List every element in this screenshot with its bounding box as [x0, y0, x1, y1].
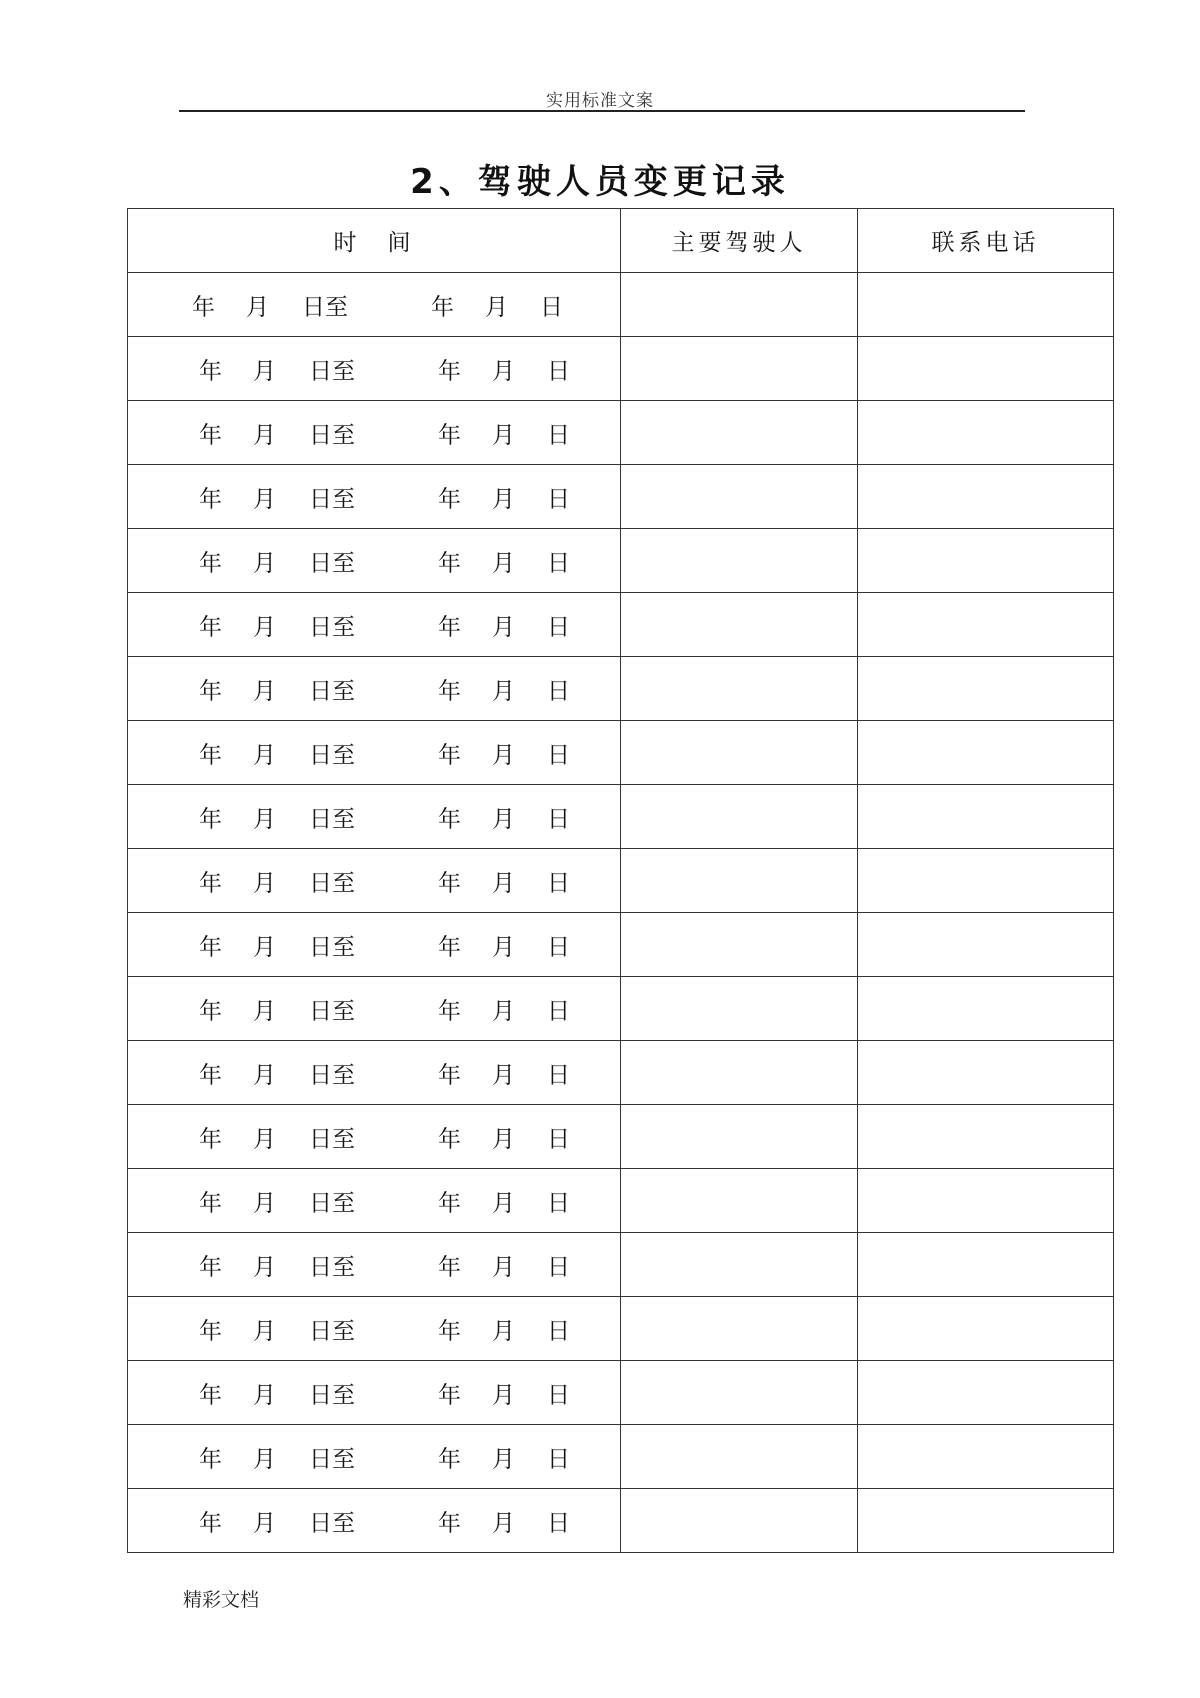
start-year-label: 年 [199, 422, 222, 448]
start-month-label: 月 [253, 998, 276, 1024]
end-year-label: 年 [438, 870, 461, 896]
table-row [128, 657, 1114, 721]
end-day-label: 日 [547, 742, 570, 768]
end-day-label: 日 [547, 934, 570, 960]
end-day-label: 日 [547, 998, 570, 1024]
date-range-cell[interactable] [128, 1297, 621, 1361]
page-footer: 精彩文档 [183, 1589, 260, 1611]
start-year-label: 年 [199, 1510, 222, 1536]
date-range-cell[interactable] [128, 721, 621, 785]
end-year-label: 年 [438, 998, 461, 1024]
end-month-label: 月 [492, 1382, 515, 1408]
start-day-to-label: 日至 [309, 1190, 355, 1216]
driver-cell[interactable] [621, 1361, 858, 1425]
driver-cell[interactable] [621, 1489, 858, 1553]
start-month-label: 月 [253, 1446, 276, 1472]
start-month-label: 月 [253, 1062, 276, 1088]
start-day-to-label: 日至 [309, 934, 355, 960]
date-range-cell[interactable] [128, 273, 621, 337]
end-month-label: 月 [492, 486, 515, 512]
table-row [128, 529, 1114, 593]
end-day-label: 日 [547, 1062, 570, 1088]
table-row [128, 1361, 1114, 1425]
driver-cell[interactable] [621, 465, 858, 529]
date-range-cell[interactable] [128, 529, 621, 593]
end-day-label: 日 [547, 614, 570, 640]
table-row [128, 1233, 1114, 1297]
start-year-label: 年 [199, 1382, 222, 1408]
table-body [128, 273, 1114, 1553]
start-year-label: 年 [192, 294, 215, 320]
table-row [128, 1041, 1114, 1105]
end-day-label: 日 [540, 294, 563, 320]
start-year-label: 年 [199, 1254, 222, 1280]
start-year-label: 年 [199, 358, 222, 384]
start-month-label: 月 [253, 1318, 276, 1344]
table-row [128, 977, 1114, 1041]
end-day-label: 日 [547, 806, 570, 832]
start-year-label: 年 [199, 806, 222, 832]
start-day-to-label: 日至 [309, 1126, 355, 1152]
start-day-to-label: 日至 [309, 358, 355, 384]
start-year-label: 年 [199, 1126, 222, 1152]
start-day-to-label: 日至 [309, 870, 355, 896]
column-header-time: 时 间 [128, 209, 621, 273]
date-range-cell[interactable] [128, 785, 621, 849]
start-day-to-label: 日至 [309, 742, 355, 768]
end-month-label: 月 [492, 422, 515, 448]
start-month-label: 月 [253, 422, 276, 448]
table-row [128, 913, 1114, 977]
start-month-label: 月 [253, 1254, 276, 1280]
end-month-label: 月 [492, 742, 515, 768]
driver-cell[interactable] [621, 1105, 858, 1169]
end-year-label: 年 [438, 1062, 461, 1088]
table-row [128, 1105, 1114, 1169]
driver-cell[interactable] [621, 1041, 858, 1105]
phone-cell[interactable] [858, 849, 1114, 913]
date-range-cell[interactable] [128, 1233, 621, 1297]
date-range-cell[interactable] [128, 593, 621, 657]
table-row [128, 401, 1114, 465]
start-day-to-label: 日至 [302, 294, 348, 320]
phone-cell[interactable] [858, 1425, 1114, 1489]
end-year-label: 年 [438, 1510, 461, 1536]
phone-cell[interactable] [858, 1169, 1114, 1233]
column-header-driver: 主要驾驶人 [621, 209, 858, 273]
end-month-label: 月 [492, 1446, 515, 1472]
start-day-to-label: 日至 [309, 1510, 355, 1536]
start-day-to-label: 日至 [309, 422, 355, 448]
end-year-label: 年 [438, 358, 461, 384]
driver-cell[interactable] [621, 337, 858, 401]
phone-cell[interactable] [858, 721, 1114, 785]
table-row [128, 593, 1114, 657]
start-month-label: 月 [253, 486, 276, 512]
column-header-phone: 联系电话 [858, 209, 1114, 273]
driver-change-table [127, 208, 1114, 1553]
driver-cell[interactable] [621, 273, 858, 337]
driver-cell[interactable] [621, 1169, 858, 1233]
end-day-label: 日 [547, 1318, 570, 1344]
phone-cell[interactable] [858, 1489, 1114, 1553]
date-range-cell[interactable] [128, 1169, 621, 1233]
phone-cell[interactable] [858, 465, 1114, 529]
start-year-label: 年 [199, 742, 222, 768]
date-range-cell[interactable] [128, 913, 621, 977]
end-month-label: 月 [492, 678, 515, 704]
end-year-label: 年 [438, 1190, 461, 1216]
phone-cell[interactable] [858, 1041, 1114, 1105]
start-year-label: 年 [199, 1190, 222, 1216]
document-title: 2、驾驶人员变更记录 [410, 162, 790, 202]
driver-cell[interactable] [621, 593, 858, 657]
driver-cell[interactable] [621, 529, 858, 593]
end-day-label: 日 [547, 358, 570, 384]
date-range-cell[interactable] [128, 1361, 621, 1425]
start-day-to-label: 日至 [309, 1446, 355, 1472]
end-year-label: 年 [438, 934, 461, 960]
phone-cell[interactable] [858, 1297, 1114, 1361]
start-month-label: 月 [253, 806, 276, 832]
end-month-label: 月 [492, 550, 515, 576]
table-row [128, 1297, 1114, 1361]
end-day-label: 日 [547, 1446, 570, 1472]
end-year-label: 年 [438, 422, 461, 448]
start-year-label: 年 [199, 486, 222, 512]
start-year-label: 年 [199, 1062, 222, 1088]
phone-cell[interactable] [858, 337, 1114, 401]
end-month-label: 月 [492, 806, 515, 832]
start-month-label: 月 [253, 614, 276, 640]
start-month-label: 月 [253, 934, 276, 960]
end-day-label: 日 [547, 678, 570, 704]
table-row [128, 337, 1114, 401]
start-month-label: 月 [246, 294, 269, 320]
driver-cell[interactable] [621, 785, 858, 849]
end-year-label: 年 [438, 742, 461, 768]
end-month-label: 月 [492, 1318, 515, 1344]
end-month-label: 月 [492, 614, 515, 640]
date-range-cell[interactable] [128, 1425, 621, 1489]
date-range-cell[interactable] [128, 977, 621, 1041]
end-year-label: 年 [438, 678, 461, 704]
start-month-label: 月 [253, 742, 276, 768]
start-day-to-label: 日至 [309, 614, 355, 640]
driver-cell[interactable] [621, 977, 858, 1041]
start-month-label: 月 [253, 1126, 276, 1152]
driver-cell[interactable] [621, 1297, 858, 1361]
date-range-cell[interactable] [128, 849, 621, 913]
table-row [128, 1169, 1114, 1233]
end-year-label: 年 [431, 294, 454, 320]
start-day-to-label: 日至 [309, 998, 355, 1024]
end-month-label: 月 [492, 1062, 515, 1088]
phone-cell[interactable] [858, 913, 1114, 977]
table-row [128, 465, 1114, 529]
end-month-label: 月 [492, 934, 515, 960]
start-month-label: 月 [253, 550, 276, 576]
start-year-label: 年 [199, 614, 222, 640]
phone-cell[interactable] [858, 977, 1114, 1041]
end-year-label: 年 [438, 614, 461, 640]
start-day-to-label: 日至 [309, 486, 355, 512]
start-year-label: 年 [199, 1318, 222, 1344]
header-rule [179, 110, 1025, 112]
driver-cell[interactable] [621, 1233, 858, 1297]
date-range-cell[interactable] [128, 465, 621, 529]
start-day-to-label: 日至 [309, 550, 355, 576]
phone-cell[interactable] [858, 529, 1114, 593]
phone-cell[interactable] [858, 401, 1114, 465]
end-day-label: 日 [547, 870, 570, 896]
driver-cell[interactable] [621, 401, 858, 465]
table-row [128, 273, 1114, 337]
end-month-label: 月 [492, 870, 515, 896]
start-month-label: 月 [253, 1510, 276, 1536]
end-day-label: 日 [547, 422, 570, 448]
date-range-cell[interactable] [128, 337, 621, 401]
start-month-label: 月 [253, 1382, 276, 1408]
start-month-label: 月 [253, 358, 276, 384]
start-day-to-label: 日至 [309, 806, 355, 832]
end-day-label: 日 [547, 1510, 570, 1536]
date-range-cell[interactable] [128, 1489, 621, 1553]
table-row [128, 1489, 1114, 1553]
end-year-label: 年 [438, 806, 461, 832]
driver-cell[interactable] [621, 721, 858, 785]
end-day-label: 日 [547, 1126, 570, 1152]
end-month-label: 月 [492, 1190, 515, 1216]
start-year-label: 年 [199, 550, 222, 576]
table-header-row [128, 209, 1114, 273]
end-day-label: 日 [547, 486, 570, 512]
phone-cell[interactable] [858, 1105, 1114, 1169]
end-day-label: 日 [547, 1190, 570, 1216]
phone-cell[interactable] [858, 657, 1114, 721]
end-year-label: 年 [438, 1446, 461, 1472]
phone-cell[interactable] [858, 785, 1114, 849]
phone-cell[interactable] [858, 273, 1114, 337]
date-range-cell[interactable] [128, 401, 621, 465]
start-day-to-label: 日至 [309, 1254, 355, 1280]
date-range-cell[interactable] [128, 1041, 621, 1105]
start-year-label: 年 [199, 1446, 222, 1472]
page-header: 实用标准文案 [546, 91, 654, 111]
date-range-cell[interactable] [128, 657, 621, 721]
end-month-label: 月 [492, 1510, 515, 1536]
start-month-label: 月 [253, 678, 276, 704]
driver-cell[interactable] [621, 913, 858, 977]
end-year-label: 年 [438, 1126, 461, 1152]
phone-cell[interactable] [858, 1361, 1114, 1425]
start-year-label: 年 [199, 998, 222, 1024]
phone-cell[interactable] [858, 593, 1114, 657]
start-year-label: 年 [199, 870, 222, 896]
driver-cell[interactable] [621, 1425, 858, 1489]
end-year-label: 年 [438, 486, 461, 512]
start-month-label: 月 [253, 870, 276, 896]
table-row [128, 721, 1114, 785]
end-year-label: 年 [438, 550, 461, 576]
start-day-to-label: 日至 [309, 1062, 355, 1088]
start-year-label: 年 [199, 678, 222, 704]
driver-cell[interactable] [621, 849, 858, 913]
end-year-label: 年 [438, 1254, 461, 1280]
date-range-cell[interactable] [128, 1105, 621, 1169]
end-day-label: 日 [547, 550, 570, 576]
end-month-label: 月 [492, 1254, 515, 1280]
end-day-label: 日 [547, 1382, 570, 1408]
table-row [128, 849, 1114, 913]
end-month-label: 月 [485, 294, 508, 320]
start-day-to-label: 日至 [309, 678, 355, 704]
phone-cell[interactable] [858, 1233, 1114, 1297]
table-row [128, 785, 1114, 849]
driver-cell[interactable] [621, 657, 858, 721]
start-month-label: 月 [253, 1190, 276, 1216]
table-row [128, 1425, 1114, 1489]
end-month-label: 月 [492, 358, 515, 384]
end-year-label: 年 [438, 1382, 461, 1408]
end-month-label: 月 [492, 998, 515, 1024]
start-year-label: 年 [199, 934, 222, 960]
end-day-label: 日 [547, 1254, 570, 1280]
start-day-to-label: 日至 [309, 1382, 355, 1408]
end-year-label: 年 [438, 1318, 461, 1344]
end-month-label: 月 [492, 1126, 515, 1152]
start-day-to-label: 日至 [309, 1318, 355, 1344]
